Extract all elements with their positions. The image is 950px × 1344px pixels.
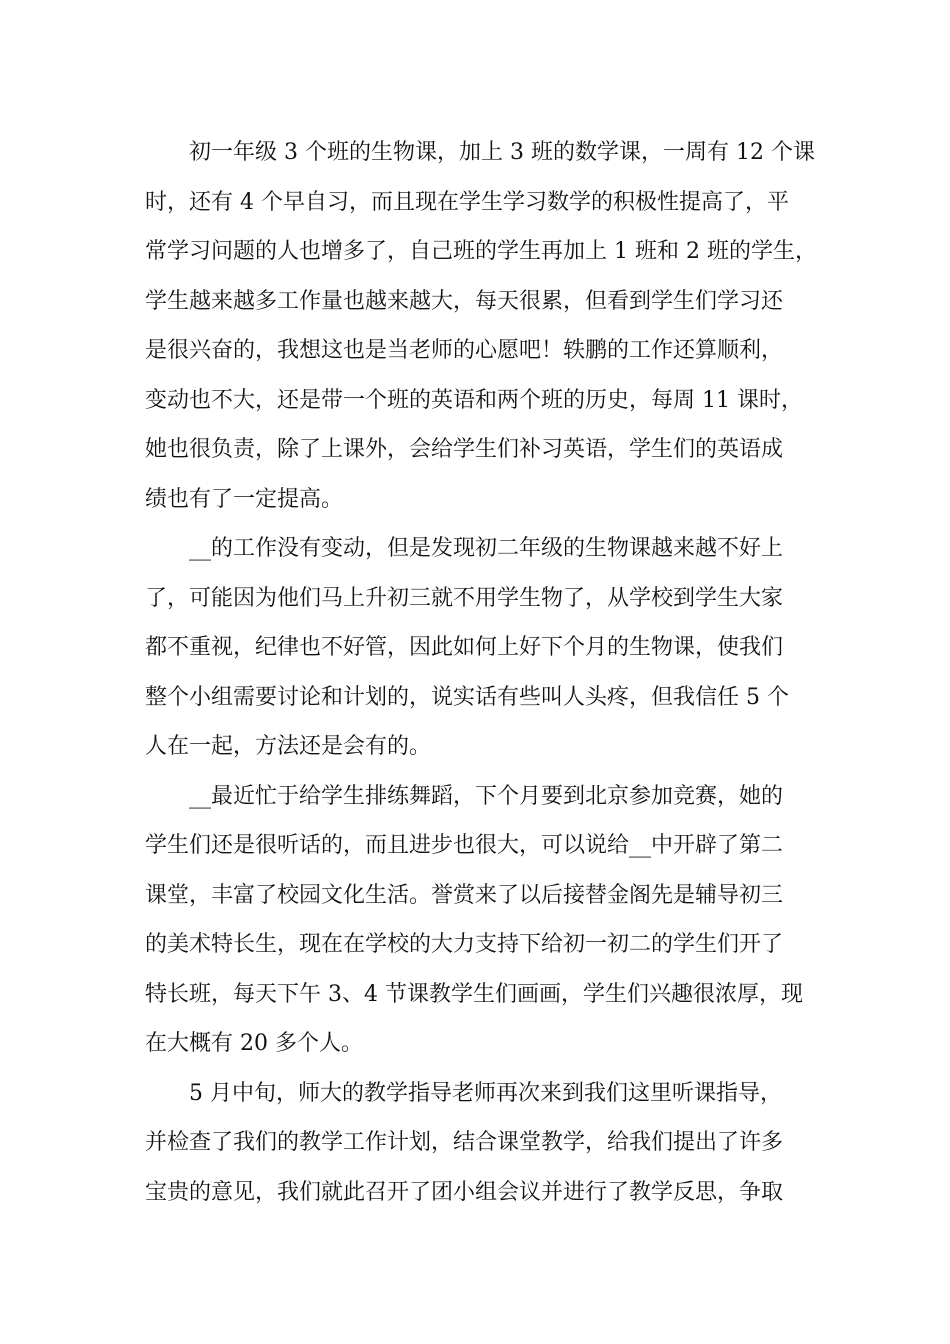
text-line: 常学习问题的人也增多了，自己班的学生再加上 1 班和 2 班的学生，: [145, 239, 817, 264]
text-line: 她也很负责，除了上课外，会给学生们补习英语，学生们的英语成: [145, 437, 784, 462]
text-line: 宝贵的意见，我们就此召开了团小组会议并进行了教学反思，争取: [145, 1179, 784, 1205]
text-line: 学生们还是很听话的，而且进步也很大，可以说给__中开辟了第二: [145, 833, 784, 858]
text-line: 的美术特长生，现在在学校的大力支持下给初一初二的学生们开了: [145, 932, 784, 957]
paragraph-1: [145, 128, 825, 524]
text-line: 初一年级 3 个班的生物课，加上 3 班的数学课，一周有 12 个课: [189, 140, 815, 165]
text-line: 时，还有 4 个早自习，而且现在学生学习数学的积极性提高了，平: [145, 189, 789, 215]
text-line: 人在一起，方法还是会有的。: [145, 734, 432, 759]
text-line: 在大概有 20 多个人。: [145, 1031, 363, 1056]
text-line: 都不重视，纪律也不好管，因此如何上好下个月的生物课，使我们: [145, 635, 784, 660]
text-line: 变动也不大，还是带一个班的英语和两个班的历史，每周 11 课时，: [145, 387, 803, 413]
text-line: 课堂，丰富了校园文化生活。誉赏来了以后接替金阁先是辅导初三: [145, 882, 784, 908]
text-line: __的工作没有变动，但是发现初二年级的生物课越来越不好上: [189, 536, 784, 561]
paragraph-2: [145, 524, 825, 772]
text-line: 整个小组需要讨论和计划的，说实话有些叫人头疼，但我信任 5 个: [145, 684, 789, 710]
paragraph-4: [145, 1069, 825, 1218]
text-line: __最近忙于给学生排练舞蹈，下个月要到北京参加竞赛，她的: [189, 783, 784, 809]
text-line: 了，可能因为他们马上升初三就不用学生物了，从学校到学生大家: [145, 585, 784, 611]
text-line: 绩也有了一定提高。: [145, 486, 344, 512]
document-body: [145, 128, 825, 1217]
text-line: 学生越来越多工作量也越来越大，每天很累，但看到学生们学习还: [145, 288, 784, 314]
text-line: 并检查了我们的教学工作计划，结合课堂教学，给我们提出了许多: [145, 1130, 784, 1155]
text-line: 特长班，每天下午 3、4 节课教学生们画画，学生们兴趣很浓厚，现: [145, 981, 803, 1007]
text-line: 5 月中旬，师大的教学指导老师再次来到我们这里听课指导，: [189, 1080, 782, 1106]
text-line: 是很兴奋的，我想这也是当老师的心愿吧！轶鹏的工作还算顺利，: [145, 338, 784, 363]
paragraph-3: [145, 772, 825, 1069]
